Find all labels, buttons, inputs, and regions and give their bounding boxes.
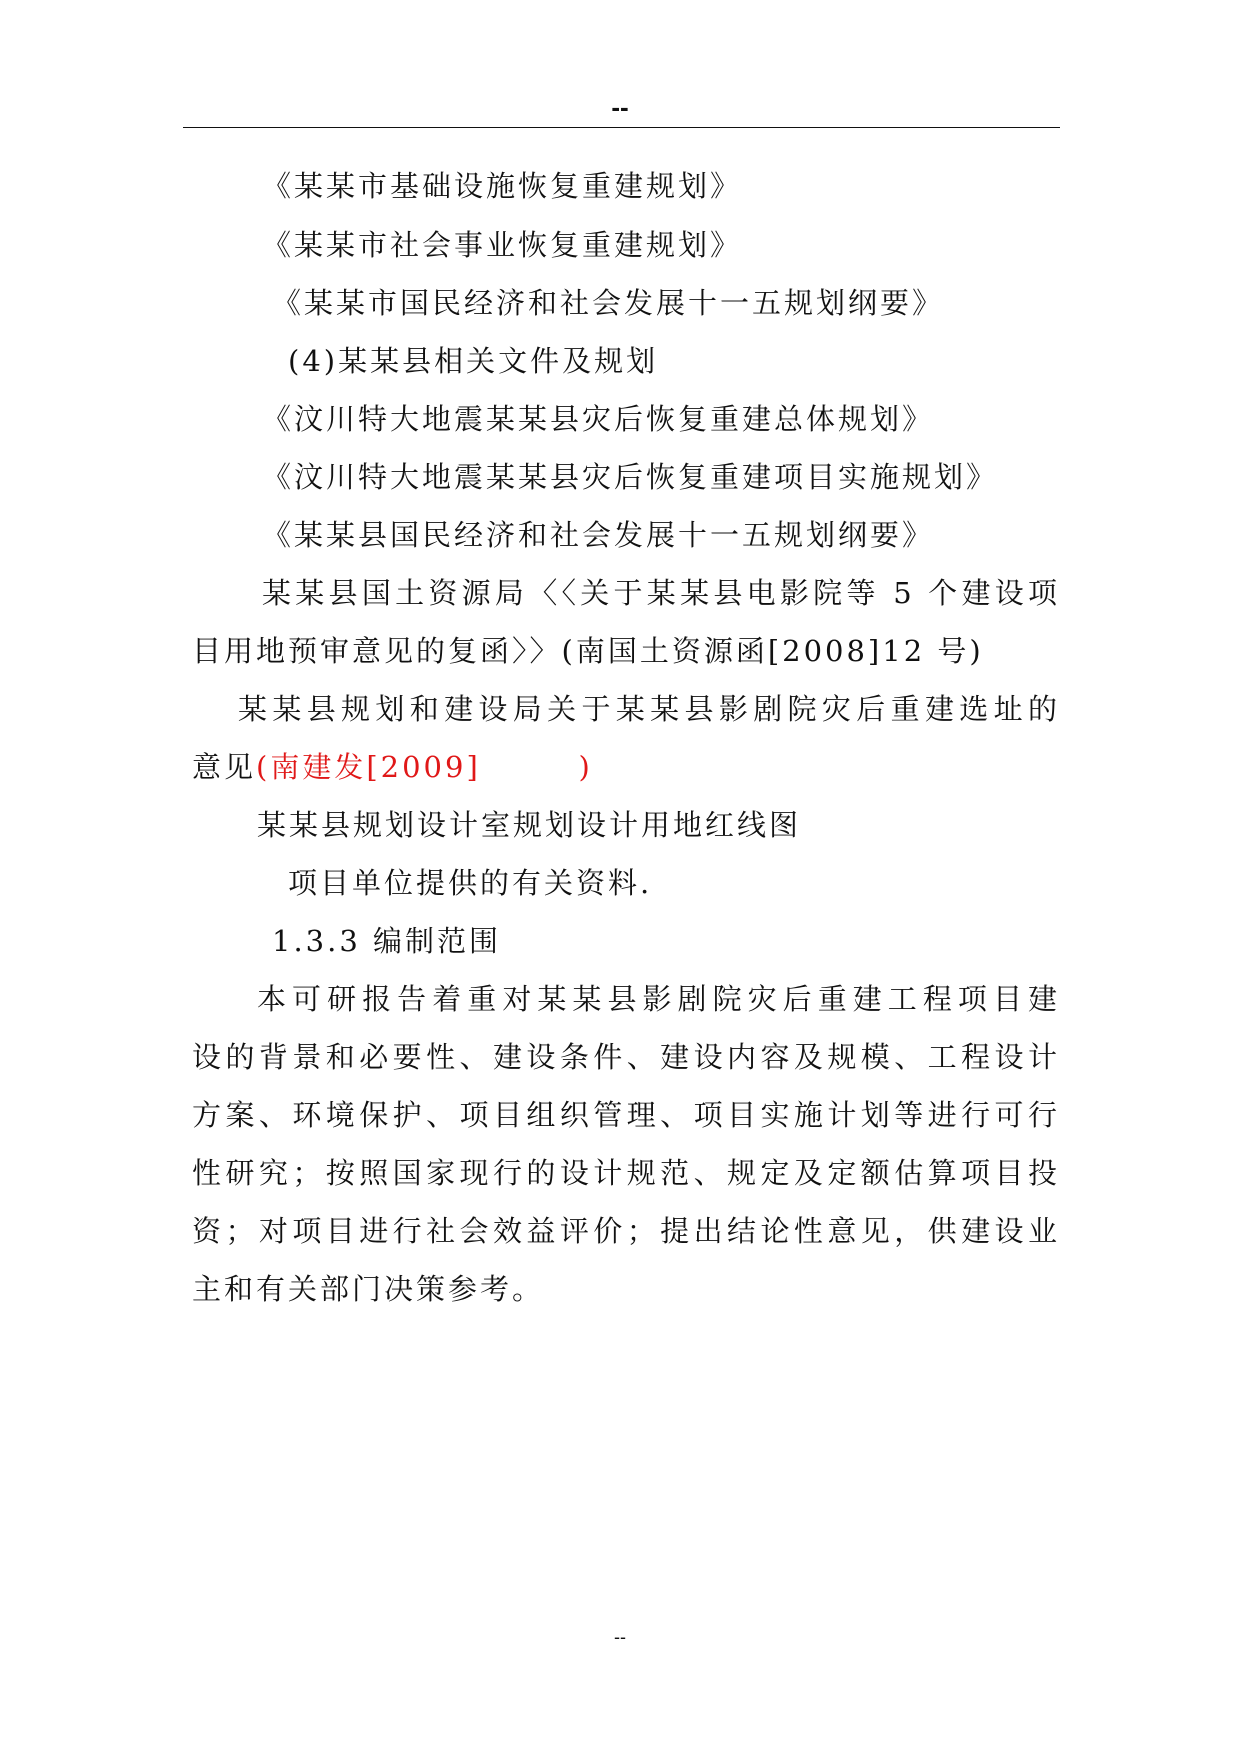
doc-line-6: 《汶川特大地震某某县灾后恢复重建项目实施规划》 [262, 460, 999, 494]
red-reference: (南建发[2009] ) [256, 750, 593, 784]
doc-line-10: 某某县规划和建设局关于某某县影剧院灾后重建选址的 [238, 692, 1060, 726]
doc-line-18: 性研究；按照国家现行的设计规范、规定及定额估算项目投 [192, 1156, 1060, 1190]
doc-line-11-text: 意见 [192, 750, 257, 784]
doc-line-11 [192, 747, 593, 787]
doc-line-8: 某某县国土资源局〈〈关于某某县电影院等 5 个建设项 [262, 576, 1060, 610]
doc-line-20: 主和有关部门决策参考。 [192, 1272, 545, 1306]
doc-line-5: 《汶川特大地震某某县灾后恢复重建总体规划》 [262, 402, 935, 436]
page-header-mark: -- [611, 92, 629, 122]
page-footer-mark: -- [614, 1627, 626, 1647]
doc-line-13: 项目单位提供的有关资料. [288, 866, 653, 900]
header-divider [183, 127, 1060, 128]
doc-line-9: 目用地预审意见的复函〉〉(南国土资源函[2008]12 号) [192, 634, 984, 668]
doc-line-16: 设的背景和必要性、建设条件、建设内容及规模、工程设计 [192, 1040, 1060, 1074]
doc-line-1: 《某某市基础设施恢复重建规划》 [262, 169, 743, 203]
doc-line-4: (4)某某县相关文件及规划 [288, 344, 659, 378]
doc-line-17: 方案、环境保护、项目组织管理、项目实施计划等进行可行 [192, 1098, 1060, 1132]
doc-line-19: 资；对项目进行社会效益评价；提出结论性意见，供建设业 [192, 1214, 1060, 1248]
section-heading: 1.3.3 编制范围 [272, 924, 502, 958]
doc-line-3: 《某某市国民经济和社会发展十一五规划纲要》 [272, 286, 945, 320]
doc-line-15: 本可研报告着重对某某县影剧院灾后重建工程项目建 [257, 982, 1060, 1016]
doc-line-2: 《某某市社会事业恢复重建规划》 [262, 228, 743, 262]
doc-line-7: 《某某县国民经济和社会发展十一五规划纲要》 [262, 518, 935, 552]
doc-line-12: 某某县规划设计室规划设计用地红线图 [257, 808, 802, 842]
